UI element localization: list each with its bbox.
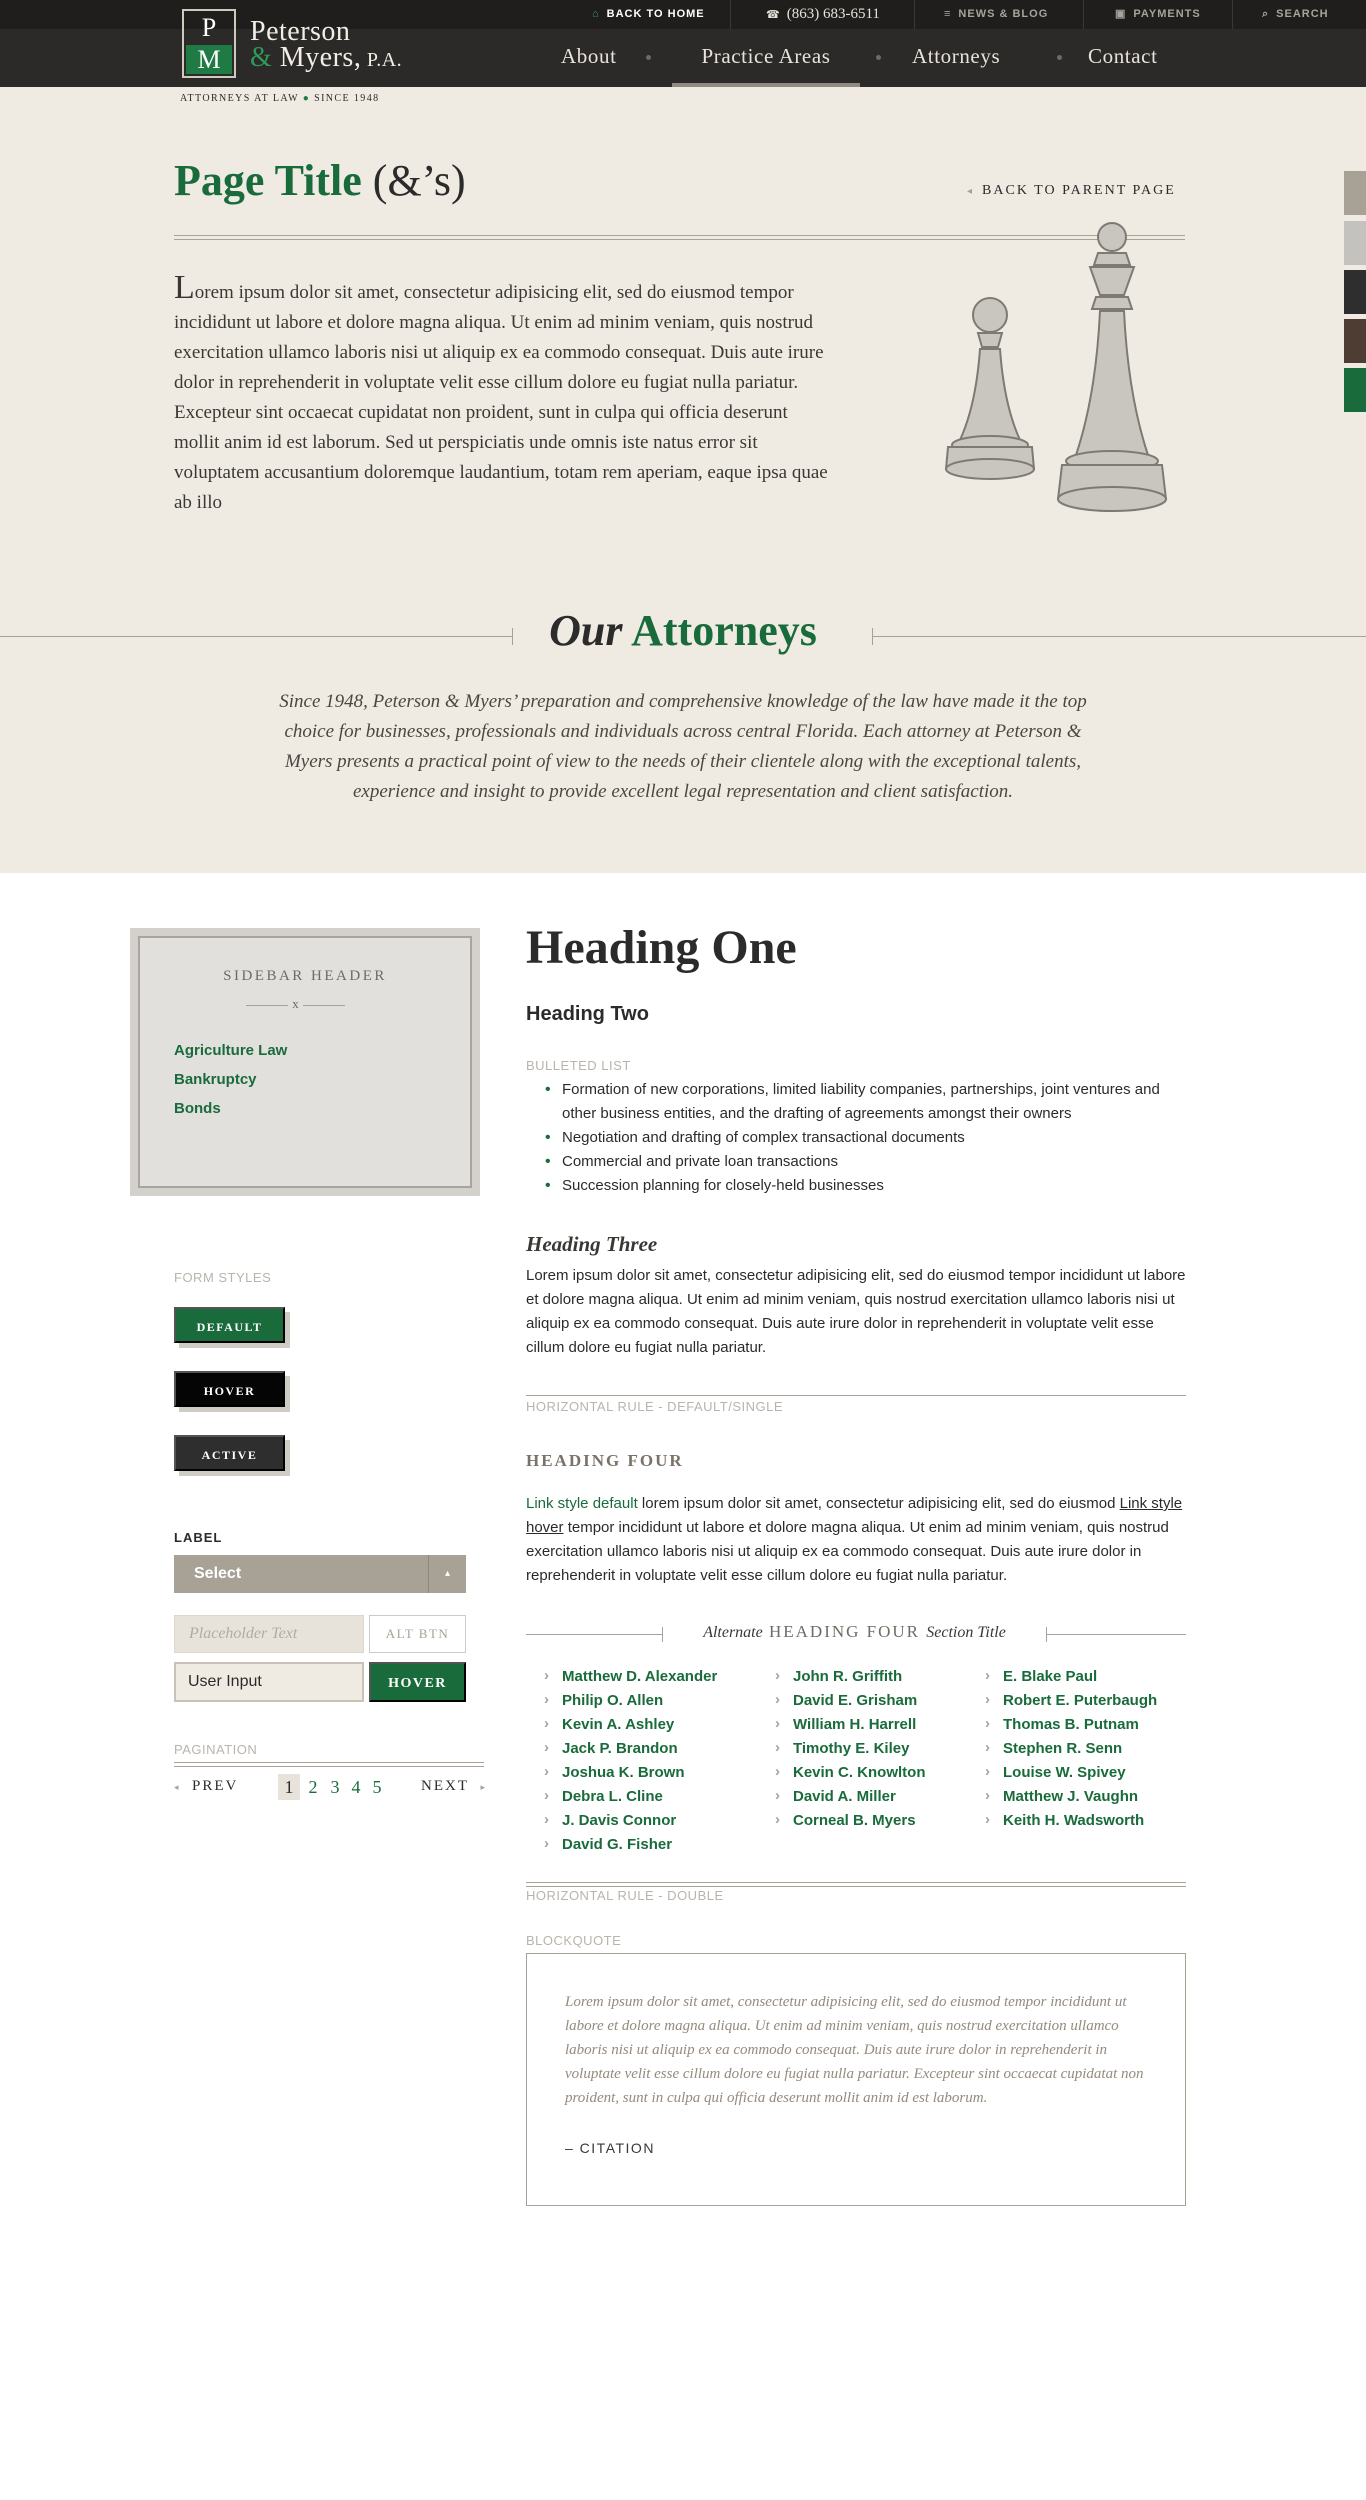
blockquote-citation: – CITATION xyxy=(565,2140,655,2156)
attorney-link[interactable]: › David E. Grisham xyxy=(757,1689,926,1713)
attorney-link[interactable]: › Matthew J. Vaughn xyxy=(967,1785,1157,1809)
attorney-link[interactable]: › J. Davis Connor xyxy=(526,1809,717,1833)
search-icon: ⌕ xyxy=(1262,8,1270,20)
nav-about[interactable]: About xyxy=(561,44,617,68)
field-label: LABEL xyxy=(174,1530,223,1545)
hr-double-label: HORIZONTAL RULE - DOUBLE xyxy=(526,1888,724,1903)
intro-text: orem ipsum dolor sit amet, consectetur adipisicing elit, sed do eiusmod tempor incididunt ut labore et dolore magna aliqua. Ut enim ad minim veniam, quis nostrud exercitation ullamco laboris nisi ut aliquip ex ea commodo consequat. Duis aute irure dolor in reprehenderit in voluptate velit esse cillum dolore eu fugiat nulla pariatur. Excepteur sint occaecat cupidatat non proident, sunt in culpa qui officia deserunt mollit anim id est laborum. Sed ut perspiciatis unde omnis iste natus error sit voluptatem accusantium doloremque laudantium, totam rem aperiam, eaque ipsa quae ab illo xyxy=(174,282,828,513)
default-button[interactable]: DEFAULT xyxy=(174,1307,285,1343)
logo-name-line1: Peterson xyxy=(250,16,351,47)
chess-pieces-illustration xyxy=(920,215,1180,530)
phone-number: (863) 683-6511 xyxy=(786,6,880,22)
link-style-hover[interactable]: Link style hover xyxy=(526,1495,1183,1536)
logo-name-line2 xyxy=(250,42,402,74)
attorney-link[interactable]: › Keith H. Wadsworth xyxy=(967,1809,1157,1833)
tagline-right: SINCE 1948 xyxy=(314,93,380,104)
select-value: Select xyxy=(194,1565,242,1582)
logo-tagline xyxy=(180,93,380,104)
attorney-link[interactable]: › Timothy E. Kiley xyxy=(757,1737,926,1761)
logo-letter-m: M xyxy=(186,45,232,74)
pagination-rule xyxy=(174,1762,484,1763)
hover-button[interactable]: HOVER xyxy=(174,1371,285,1407)
lock-icon: ▣ xyxy=(1115,8,1127,20)
horizontal-rule-single xyxy=(526,1395,1186,1396)
pagination-label: PAGINATION xyxy=(174,1742,258,1757)
select-arrows-icon[interactable]: ▴ xyxy=(428,1555,466,1593)
back-to-home-label: BACK TO HOME xyxy=(606,8,705,20)
attorney-link[interactable]: › Matthew D. Alexander xyxy=(526,1665,717,1689)
sidebar-divider xyxy=(303,1005,345,1006)
logo-ampersand: & xyxy=(250,42,273,73)
pagination-page-4[interactable]: 4 xyxy=(351,1777,361,1797)
attorney-link[interactable]: › Jack P. Brandon xyxy=(526,1737,717,1761)
logo-mark xyxy=(182,9,236,78)
attorney-list-column-3 xyxy=(967,1665,1157,1833)
link-style-default[interactable]: Link style default xyxy=(526,1495,638,1512)
our-word: Our xyxy=(549,606,623,655)
sidebar-link-bankruptcy[interactable]: Bankruptcy xyxy=(174,1071,257,1088)
pagination-next[interactable] xyxy=(421,1778,487,1795)
nav-separator-dot xyxy=(646,55,651,60)
utility-separator xyxy=(1232,0,1233,29)
list-item: • Formation of new corporations, limited liability companies, partnerships, joint ventures and other business entities, and the drafting of agreements amongst their owners xyxy=(526,1078,1186,1126)
attorney-link[interactable]: › William H. Harrell xyxy=(757,1713,926,1737)
attorney-link[interactable]: › David A. Miller xyxy=(757,1785,926,1809)
horizontal-rule-double xyxy=(526,1886,1186,1887)
heading-one: Heading One xyxy=(526,921,797,974)
alt-mid: HEADING FOUR xyxy=(762,1622,927,1641)
attorney-link[interactable]: › Debra L. Cline xyxy=(526,1785,717,1809)
utility-separator xyxy=(730,0,731,29)
nav-practice-areas[interactable]: Practice Areas xyxy=(672,29,860,87)
attorney-link[interactable]: › David G. Fisher xyxy=(526,1833,717,1857)
intro-paragraph xyxy=(174,269,834,518)
user-input-value: User Input xyxy=(188,1673,262,1690)
phone-icon: ☎ xyxy=(766,9,780,21)
sidebar-divider xyxy=(246,1005,288,1006)
attorney-link[interactable]: › Joshua K. Brown xyxy=(526,1761,717,1785)
sidebar-divider-x: x xyxy=(292,996,299,1011)
color-swatch xyxy=(1344,270,1366,314)
attorney-link[interactable]: › Kevin C. Knowlton xyxy=(757,1761,926,1785)
payments-link[interactable] xyxy=(1115,0,1201,29)
attorney-link[interactable]: › Stephen R. Senn xyxy=(967,1737,1157,1761)
page-title xyxy=(174,155,466,206)
news-blog-link[interactable] xyxy=(944,0,1048,29)
pagination-page-5[interactable]: 5 xyxy=(372,1777,382,1797)
placeholder-input[interactable] xyxy=(174,1615,364,1653)
nav-separator-dot xyxy=(1057,55,1062,60)
chevron-right-icon: ▸ xyxy=(480,1782,488,1792)
form-styles-label: FORM STYLES xyxy=(174,1270,272,1285)
prev-label: PREV xyxy=(192,1778,239,1794)
attorney-link[interactable]: › Thomas B. Putnam xyxy=(967,1713,1157,1737)
drop-cap: L xyxy=(174,269,195,306)
attorney-link[interactable]: › Kevin A. Ashley xyxy=(526,1713,717,1737)
alt-suffix: Section Title xyxy=(926,1624,1006,1641)
attorney-list-column-1 xyxy=(526,1665,717,1857)
active-button[interactable]: ACTIVE xyxy=(174,1435,285,1471)
sidebar-header: SIDEBAR HEADER xyxy=(223,968,387,984)
list-item: • Succession planning for closely-held businesses xyxy=(526,1174,1186,1198)
hover-submit-button[interactable]: HOVER xyxy=(369,1662,466,1702)
back-to-home-link[interactable] xyxy=(592,0,705,29)
our-attorneys-heading xyxy=(0,605,1366,656)
bulleted-list-label: BULLETED LIST xyxy=(526,1058,631,1073)
sidebar-link-bonds[interactable]: Bonds xyxy=(174,1100,221,1117)
attorney-link[interactable]: › E. Blake Paul xyxy=(967,1665,1157,1689)
select-dropdown[interactable] xyxy=(174,1555,466,1593)
color-swatch xyxy=(1344,319,1366,363)
nav-separator-dot xyxy=(876,55,881,60)
search-link[interactable] xyxy=(1262,0,1329,29)
tagline-dot: ● xyxy=(302,93,311,104)
utility-separator xyxy=(1083,0,1084,29)
utility-separator xyxy=(914,0,915,29)
next-label: NEXT xyxy=(421,1778,469,1794)
attorney-link[interactable]: › Corneal B. Myers xyxy=(757,1809,926,1833)
logo-name-pa: P.A. xyxy=(361,49,403,71)
link-paragraph-text: tempor incididunt ut labore et dolore magna aliqua. Ut enim ad minim veniam, quis nostrud exercitation ullamco laboris nisi ut aliquip ex ea commodo consequat. Duis aute irure dolor in reprehenderit in voluptate velit esse cillum dolore eu fugiat nulla pariatur. xyxy=(526,1519,1169,1584)
section-rule-tick xyxy=(1046,1627,1047,1642)
rss-icon: ≡ xyxy=(944,8,952,20)
attorney-list-column-2 xyxy=(757,1665,926,1833)
alternate-section-title xyxy=(663,1622,1046,1642)
heading-two: Heading Two xyxy=(526,1003,649,1025)
nav-attorneys[interactable]: Attorneys xyxy=(912,44,1001,68)
attorney-link[interactable]: › Louise W. Spivey xyxy=(967,1761,1157,1785)
tagline-left: ATTORNEYS AT LAW xyxy=(180,93,299,104)
section-rule xyxy=(526,1634,662,1635)
chevron-left-icon: ◂ xyxy=(174,1782,181,1792)
phone-link[interactable] xyxy=(766,0,880,29)
sidebar-link-agriculture-law[interactable]: Agriculture Law xyxy=(174,1042,288,1059)
color-swatch xyxy=(1344,171,1366,215)
attorney-link[interactable]: › Robert E. Puterbaugh xyxy=(967,1689,1157,1713)
hr-single-label: HORIZONTAL RULE - DEFAULT/SINGLE xyxy=(526,1399,784,1414)
pagination-page-3[interactable]: 3 xyxy=(330,1777,340,1797)
color-swatch xyxy=(1344,221,1366,265)
attorneys-word: Attorneys xyxy=(631,606,817,655)
back-to-parent-link[interactable] xyxy=(967,183,1176,199)
our-attorneys-text: Since 1948, Peterson & Myers’ preparation and comprehensive knowledge of the law have made it the top choice for businesses, professionals and individuals across central Florida. Each attorney at Peterson & Myers presents a practical point of view to the needs of their clientele along with the exceptional talents, experience and insight to provide excellent legal representation and client satisfaction. xyxy=(279,691,1087,802)
heading-four: HEADING FOUR xyxy=(526,1451,684,1470)
blockquote-label: BLOCKQUOTE xyxy=(526,1933,622,1948)
link-paragraph xyxy=(526,1492,1186,1588)
logo-letter-p: P xyxy=(201,13,217,42)
heading-three: Heading Three xyxy=(526,1232,658,1256)
alt-button[interactable]: ALT BTN xyxy=(369,1615,466,1653)
back-to-parent-label: BACK TO PARENT PAGE xyxy=(982,183,1176,198)
chevron-left-icon: ◂ xyxy=(967,186,975,197)
list-item: • Negotiation and drafting of complex transactional documents xyxy=(526,1126,1186,1150)
placeholder-text: Placeholder Text xyxy=(189,1625,298,1642)
home-icon: ⌂ xyxy=(592,8,600,20)
page-title-main: Page Title xyxy=(174,156,362,205)
nav-contact[interactable]: Contact xyxy=(1088,44,1158,68)
search-label: SEARCH xyxy=(1276,8,1329,20)
payments-label: PAYMENTS xyxy=(1133,8,1201,20)
pagination-page-1[interactable]: 1 xyxy=(278,1774,300,1800)
alt-prefix: Alternate xyxy=(703,1624,763,1641)
attorney-link[interactable]: › Philip O. Allen xyxy=(526,1689,717,1713)
pagination-rule xyxy=(174,1766,484,1767)
blockquote-text: Lorem ipsum dolor sit amet, consectetur adipisicing elit, sed do eiusmod tempor incididunt ut labore et dolore magna aliqua. Ut enim ad minim veniam, quis nostrud exercitation ullamco laboris nisi ut aliquip ex ea commodo consequat. Duis aute irure dolor in reprehenderit in voluptate velit esse cillum dolore eu fugiat nulla pariatur. Excepteur sint occaecat cupidatat non proident, sunt in culpa qui officia deserunt mollit anim id est laborum. xyxy=(565,1994,1144,2106)
pagination-page-2[interactable]: 2 xyxy=(308,1777,318,1797)
attorney-link[interactable]: › John R. Griffith xyxy=(757,1665,926,1689)
user-input-field[interactable] xyxy=(174,1662,364,1702)
color-swatch xyxy=(1344,368,1366,412)
body-paragraph: Lorem ipsum dolor sit amet, consectetur adipisicing elit, sed do eiusmod tempor incididunt ut labore et dolore magna aliqua. Ut enim ad minim veniam, quis nostrud exercitation ullamco laboris nisi ut aliquip ex ea commodo consequat. Duis aute irure dolor in reprehenderit in voluptate velit esse cillum dolore eu fugiat nulla pariatur. xyxy=(526,1267,1186,1356)
horizontal-rule-double xyxy=(526,1882,1186,1883)
page-title-suffix: (&’s) xyxy=(361,156,466,205)
logo-name-myers: Myers, xyxy=(272,42,362,73)
bulleted-list xyxy=(526,1078,1186,1198)
list-item: • Commercial and private loan transactions xyxy=(526,1150,1186,1174)
pagination-prev[interactable] xyxy=(174,1778,238,1795)
link-paragraph-text: lorem ipsum dolor sit amet, consectetur adipisicing elit, sed do eiusmod xyxy=(637,1495,1120,1512)
section-rule xyxy=(1046,1634,1186,1635)
news-blog-label: NEWS & BLOG xyxy=(958,8,1049,20)
